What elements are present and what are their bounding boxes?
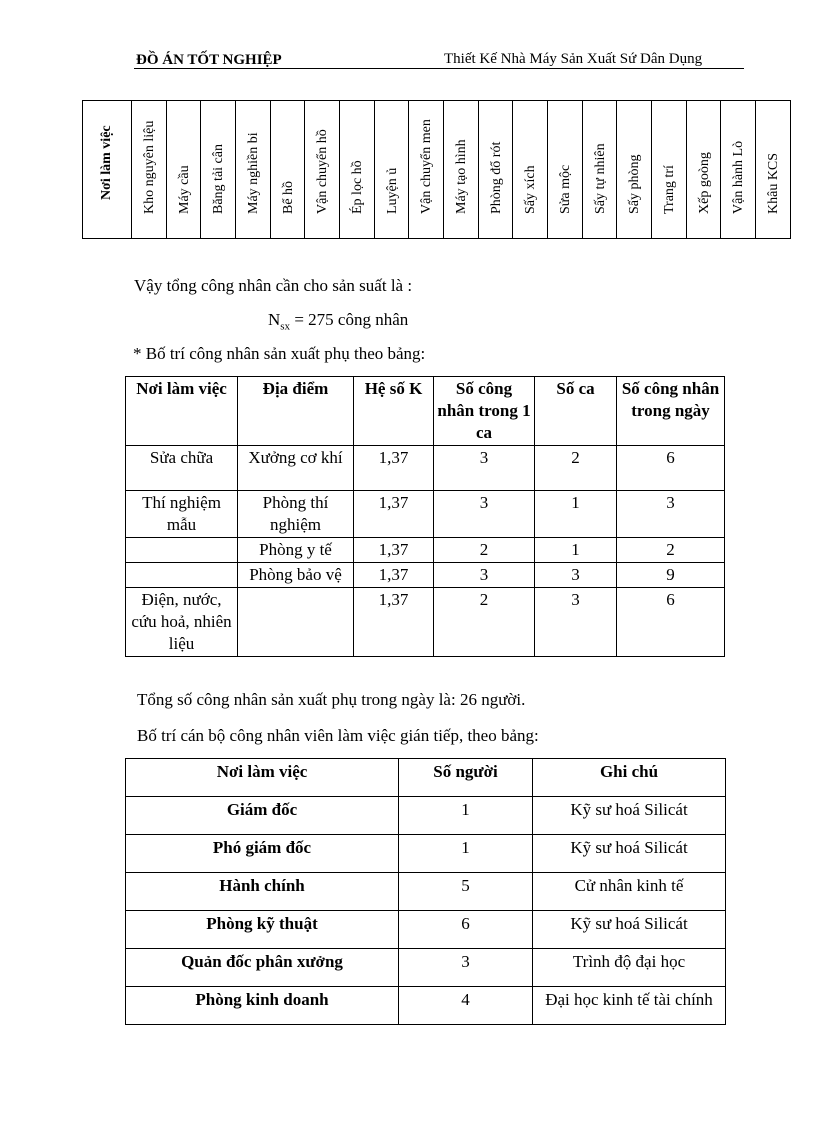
table-row bbox=[126, 797, 726, 835]
indirect-staff-table bbox=[125, 758, 726, 1025]
aux-header-cell: Số công nhân trong 1 ca bbox=[434, 377, 535, 446]
aux-header-cell: Nơi làm việc bbox=[126, 377, 238, 446]
aux-workers-table bbox=[125, 376, 725, 657]
rotated-col-cell bbox=[166, 101, 201, 239]
table-row bbox=[126, 987, 726, 1025]
staff-header-cell: Nơi làm việc bbox=[126, 759, 399, 797]
rotated-col-label: Băng tải cân bbox=[211, 144, 227, 214]
table-row bbox=[126, 538, 725, 563]
staff-cell: Trình độ đại học bbox=[533, 949, 726, 987]
staff-header-cell: Ghi chú bbox=[533, 759, 726, 797]
rotated-col-cell bbox=[548, 101, 583, 239]
aux-cell: 1,37 bbox=[354, 491, 434, 538]
rotated-col-cell bbox=[201, 101, 236, 239]
rotated-col-label: Vận hành Lò bbox=[731, 140, 747, 214]
rotated-header-label: Nơi làm việc bbox=[99, 125, 114, 200]
aux-cell: 1,37 bbox=[354, 446, 434, 491]
rotated-col-cell bbox=[478, 101, 513, 239]
aux-header-row bbox=[126, 377, 725, 446]
aux-cell: Phòng y tế bbox=[238, 538, 354, 563]
staff-cell: Phòng kỹ thuật bbox=[126, 911, 399, 949]
staff-header-cell: Số người bbox=[399, 759, 533, 797]
aux-cell: Thí nghiệm mẫu bbox=[126, 491, 238, 538]
rotated-col-cell bbox=[756, 101, 791, 239]
table-row bbox=[126, 949, 726, 987]
rotated-col-cell bbox=[132, 101, 167, 239]
staff-cell: Đại học kinh tế tài chính bbox=[533, 987, 726, 1025]
total-workers-text: Vậy tổng công nhân cần cho sản suất là : bbox=[134, 276, 413, 295]
staff-cell: Kỹ sư hoá Silicát bbox=[533, 911, 726, 949]
aux-cell: 1 bbox=[535, 491, 617, 538]
aux-cell bbox=[126, 563, 238, 588]
table-row bbox=[126, 491, 725, 538]
aux-cell: 3 bbox=[434, 491, 535, 538]
staff-cell: Cử nhân kinh tế bbox=[533, 873, 726, 911]
table-row bbox=[126, 873, 726, 911]
workplace-rotated-table bbox=[82, 100, 791, 239]
aux-cell bbox=[238, 588, 354, 657]
aux-cell: 1,37 bbox=[354, 588, 434, 657]
formula-rest: = 275 công nhân bbox=[290, 310, 409, 329]
rotated-col-cell bbox=[340, 101, 375, 239]
staff-cell: Phó giám đốc bbox=[126, 835, 399, 873]
rotated-col-cell bbox=[582, 101, 617, 239]
aux-cell: 3 bbox=[535, 563, 617, 588]
table-row bbox=[126, 835, 726, 873]
staff-cell: 4 bbox=[399, 987, 533, 1025]
rotated-col-label: Trang trí bbox=[662, 165, 678, 214]
rotated-col-cell bbox=[617, 101, 652, 239]
table-row bbox=[126, 446, 725, 491]
header-title-right: Thiết Kế Nhà Máy Sản Xuất Sứ Dân Dụng bbox=[444, 51, 703, 67]
rotated-table-row bbox=[83, 101, 791, 239]
aux-workers-intro: * Bố trí công nhân sản xuất phụ theo bảng: bbox=[133, 344, 426, 363]
staff-intro-text: Bố trí cán bộ công nhân viên làm việc gián tiếp, theo bảng: bbox=[137, 726, 539, 745]
rotated-col-label: Máy nghiền bi bbox=[246, 132, 262, 214]
rotated-header-cell bbox=[83, 101, 132, 239]
aux-cell: 3 bbox=[535, 588, 617, 657]
rotated-col-label: Phòng đổ rót bbox=[488, 141, 504, 214]
aux-total-text: Tổng số công nhân sản xuất phụ trong ngày là: 26 người. bbox=[137, 690, 526, 709]
rotated-col-label: Sấy tự nhiên bbox=[592, 143, 608, 214]
staff-cell: Kỹ sư hoá Silicát bbox=[533, 835, 726, 873]
aux-cell: Sửa chữa bbox=[126, 446, 238, 491]
aux-cell: 2 bbox=[535, 446, 617, 491]
rotated-col-cell bbox=[305, 101, 340, 239]
aux-cell: 3 bbox=[617, 491, 725, 538]
rotated-col-label: Sửa mộc bbox=[558, 164, 574, 214]
rotated-col-cell bbox=[513, 101, 548, 239]
aux-cell bbox=[126, 538, 238, 563]
staff-cell: Kỹ sư hoá Silicát bbox=[533, 797, 726, 835]
header-title-left: ĐỒ ÁN TỐT NGHIỆP bbox=[136, 52, 282, 68]
aux-cell: Xưởng cơ khí bbox=[238, 446, 354, 491]
aux-header-cell: Hệ số K bbox=[354, 377, 434, 446]
rotated-col-cell bbox=[409, 101, 444, 239]
aux-cell: 2 bbox=[434, 588, 535, 657]
aux-cell: 9 bbox=[617, 563, 725, 588]
aux-cell: 1,37 bbox=[354, 538, 434, 563]
staff-cell: Hành chính bbox=[126, 873, 399, 911]
staff-cell: 5 bbox=[399, 873, 533, 911]
rotated-col-label: Máy tạo hình bbox=[454, 139, 470, 214]
staff-cell: Quản đốc phân xưởng bbox=[126, 949, 399, 987]
header-underline bbox=[134, 68, 744, 69]
staff-cell: 1 bbox=[399, 835, 533, 873]
aux-header-cell: Số công nhân trong ngày bbox=[617, 377, 725, 446]
staff-cell: Giám đốc bbox=[126, 797, 399, 835]
aux-cell: Điện, nước, cứu hoả, nhiên liệu bbox=[126, 588, 238, 657]
formula-symbol: N bbox=[268, 310, 281, 329]
aux-cell: 2 bbox=[617, 538, 725, 563]
rotated-col-label: Máy cầu bbox=[176, 165, 192, 214]
aux-cell: 2 bbox=[434, 538, 535, 563]
staff-header-row bbox=[126, 759, 726, 797]
staff-cell: 3 bbox=[399, 949, 533, 987]
rotated-col-cell bbox=[444, 101, 479, 239]
rotated-col-cell bbox=[270, 101, 305, 239]
aux-header-cell: Số ca bbox=[535, 377, 617, 446]
aux-cell: 3 bbox=[434, 446, 535, 491]
rotated-col-label: Khâu KCS bbox=[766, 152, 782, 214]
rotated-col-label: Bể hồ bbox=[280, 180, 296, 214]
rotated-col-label: Xếp goòng bbox=[696, 152, 712, 214]
aux-cell: 1 bbox=[535, 538, 617, 563]
staff-cell: Phòng kinh doanh bbox=[126, 987, 399, 1025]
aux-cell: 6 bbox=[617, 446, 725, 491]
table-row bbox=[126, 588, 725, 657]
rotated-col-label: Kho nguyên liệu bbox=[142, 120, 157, 214]
staff-cell: 6 bbox=[399, 911, 533, 949]
aux-cell: 1,37 bbox=[354, 563, 434, 588]
aux-cell: 3 bbox=[434, 563, 535, 588]
rotated-col-label: Vận chuyển hồ bbox=[315, 129, 331, 214]
rotated-col-label: Sấy phòng bbox=[627, 154, 643, 214]
aux-header-cell: Địa điểm bbox=[238, 377, 354, 446]
rotated-col-cell bbox=[686, 101, 721, 239]
formula-subscript: sx bbox=[280, 320, 291, 333]
rotated-col-label: Ép lọc hồ bbox=[350, 160, 366, 214]
rotated-col-label: Luyện ủ bbox=[384, 167, 400, 214]
rotated-col-cell bbox=[374, 101, 409, 239]
workers-formula bbox=[268, 310, 408, 332]
table-row bbox=[126, 911, 726, 949]
aux-cell: Phòng thí nghiệm bbox=[238, 491, 354, 538]
rotated-col-cell bbox=[236, 101, 271, 239]
aux-cell: Phòng bảo vệ bbox=[238, 563, 354, 588]
table-row bbox=[126, 563, 725, 588]
rotated-col-label: Vận chuyển men bbox=[419, 119, 435, 214]
rotated-col-cell bbox=[652, 101, 687, 239]
aux-cell: 6 bbox=[617, 588, 725, 657]
rotated-col-cell bbox=[721, 101, 756, 239]
rotated-col-label: Sấy xích bbox=[523, 165, 539, 214]
staff-cell: 1 bbox=[399, 797, 533, 835]
